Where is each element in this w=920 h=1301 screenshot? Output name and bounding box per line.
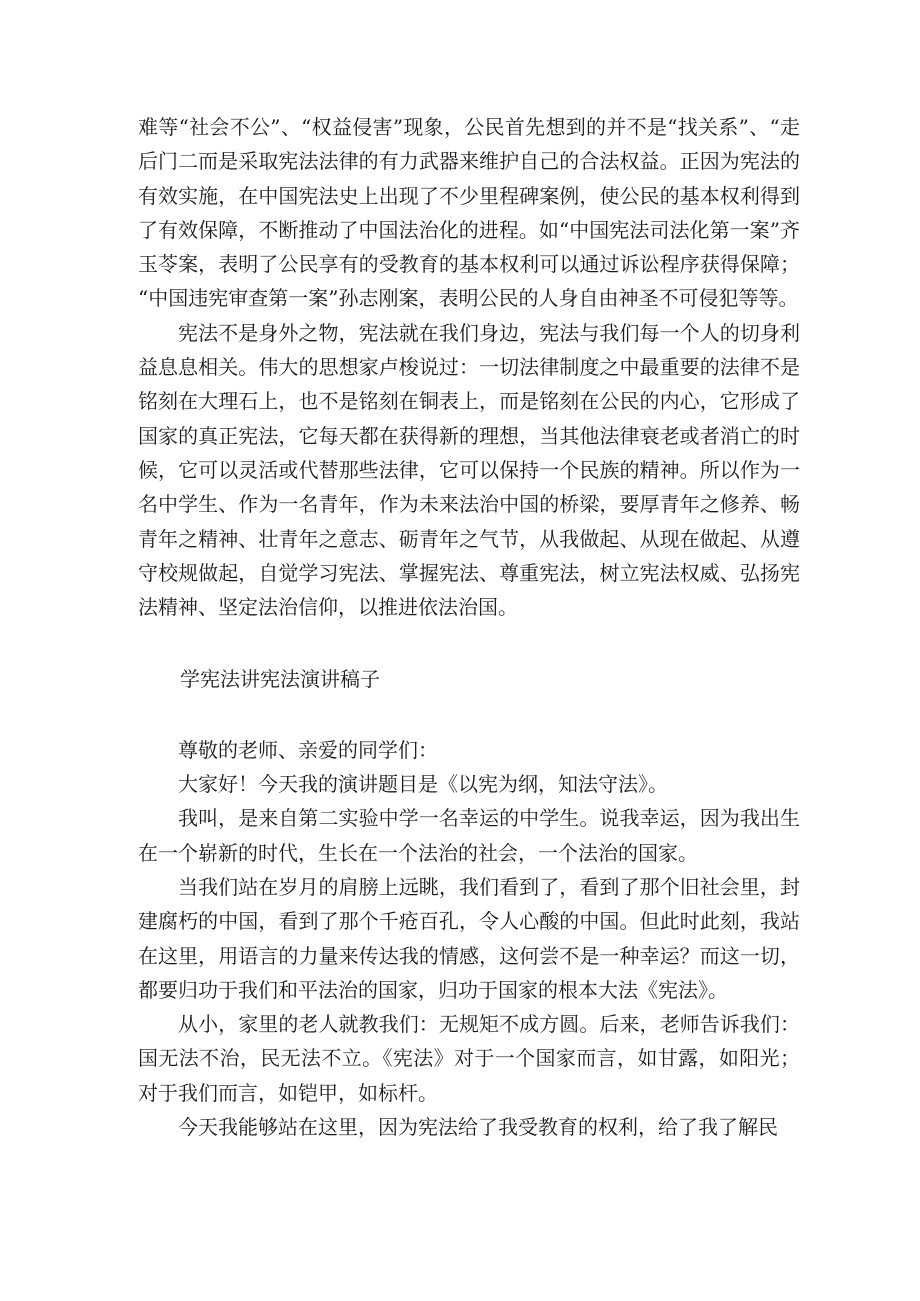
- section-spacer: [138, 624, 800, 662]
- paragraph-greeting: 大家好！今天我的演讲题目是《以宪为纲，知法守法》。: [178, 772, 668, 797]
- paragraph-continuation: 难等“社会不公”、“权益侵害”现象，公民首先想到的并不是“找关系”、“走后门二而是采取宪法法律的有力武器来维护自己的合法权益。正因为宪法的有效实施，在中国宪法史上出现了不少里程碑案例，使公民的基本权利得到了有效保障，不断推动了中国法治化的进程。如“中国宪法司法化第一案”齐玉苓案，表明了公民享有的受教育的基本权利可以通过诉讼程序获得保障；“中国违宪审查第一案”孙志刚案，表明公民的人身自由神圣不可侵犯等等。: [138, 115, 800, 311]
- paragraph-salutation: 尊敬的老师、亲爱的同学们：: [178, 737, 438, 762]
- paragraph-education-right: 今天我能够站在这里，因为宪法给了我受教育的权利，给了我了解民: [178, 1115, 778, 1140]
- paragraph-constitution-not-external: 宪法不是身外之物，宪法就在我们身边，宪法与我们每一个人的切身利益息息相关。伟大的思想家卢梭说过：一切法律制度之中最重要的法律不是铭刻在大理石上，也不是铭刻在铜表上，而是铭刻在公民的内心，它形成了国家的真正宪法，它每天都在获得新的理想，当其他法律衰老或者消亡的时候，它可以灵活或代替那些法律，它可以保持一个民族的精神。所以作为一名中学生、作为一名青年，作为未来法治中国的桥梁，要厚青年之修养、畅青年之精神、壮青年之意志、砺青年之气节，从我做起、从现在做起、从遵守校规做起，自觉学习宪法、掌握宪法、尊重宪法，树立宪法权威、弘扬宪法精神、坚定法治信仰，以推进依法治国。: [138, 320, 800, 620]
- paragraph-self-intro: 我叫，是来自第二实验中学一名幸运的中学生。说我幸运，因为我出生在一个崭新的时代，生长在一个法治的社会，一个法治的国家。: [138, 806, 800, 865]
- paragraph-history: 当我们站在岁月的肩膀上远眺，我们看到了，看到了那个旧社会里，封建腐朽的中国，看到了那个千疮百孔，令人心酸的中国。但此时此刻，我站在这里，用语言的力量来传达我的情感，这何尝不是一种幸运？而这一切，都要归功于我们和平法治的国家，归功于国家的根本大法《宪法》。: [138, 874, 800, 1002]
- section-title: 学宪法讲宪法演讲稿子: [180, 667, 380, 692]
- paragraph-rules: 从小，家里的老人就教我们：无规矩不成方圆。后来，老师告诉我们：国无法不治，民无法不立。《宪法》对于一个国家而言，如甘露，如阳光；对于我们而言，如铠甲，如标杆。: [138, 1012, 800, 1105]
- section-spacer: [138, 697, 800, 733]
- document-body: [138, 110, 800, 1144]
